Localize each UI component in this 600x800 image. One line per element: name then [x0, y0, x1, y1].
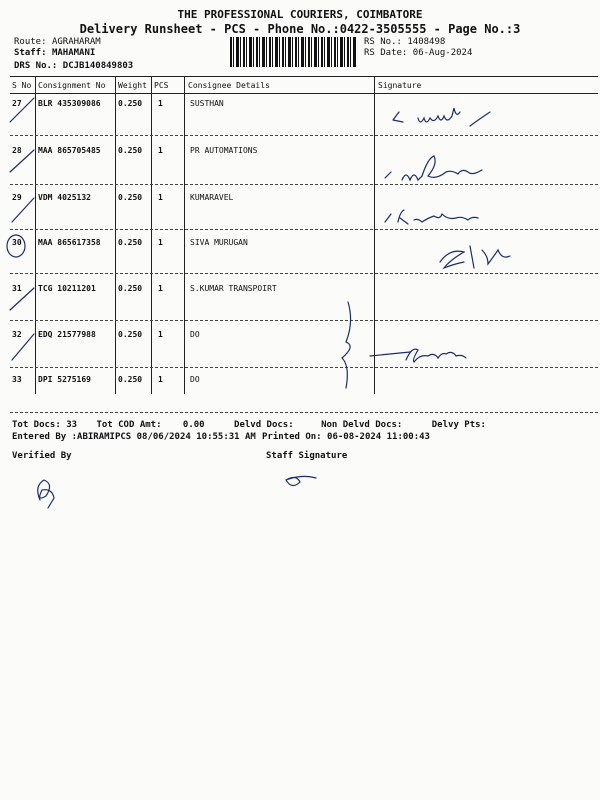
row-consignment: VDM 4025132: [38, 193, 91, 202]
totals-line: [12, 420, 486, 430]
row-sno: 27: [12, 99, 22, 108]
row-weight: 0.250: [118, 375, 143, 384]
row-pcs: 1: [158, 284, 163, 293]
signature-ring: [406, 349, 466, 362]
row-consignee: S.KUMAR TRANSPOIRT: [190, 284, 277, 293]
circle-mark: [7, 235, 25, 257]
rs-no-value: 1408498: [407, 37, 446, 47]
col-sno: S No: [12, 81, 32, 90]
tick-mark: [12, 334, 34, 360]
verified-by-label: Verified By: [12, 451, 72, 461]
row-sno: 31: [12, 284, 22, 293]
row-sno: 29: [12, 193, 22, 202]
bracket-mark: [342, 302, 351, 388]
tot-docs-value: 33: [66, 420, 78, 430]
runsheet-title: Delivery Runsheet - PCS - Phone No.:0422-3505555 - Page No.:3: [79, 22, 521, 36]
row-consignee: DO: [190, 375, 200, 384]
col-weight: Weight: [118, 81, 147, 90]
tot-docs-label: Tot Docs:: [12, 420, 61, 430]
row-consignee: SUSTHAN: [190, 99, 224, 108]
row-sno: 32: [12, 330, 22, 339]
row-weight: 0.250: [118, 284, 143, 293]
col-signature: Signature: [378, 81, 422, 90]
tot-cod-label: Tot COD Amt:: [96, 420, 162, 430]
delvd-docs-label: Delvd Docs:: [234, 420, 294, 430]
tick-mark: [10, 98, 34, 122]
row-consignment: MAA 865617358: [38, 238, 101, 247]
row-sno: 30: [12, 238, 22, 247]
tick-mark: [10, 150, 34, 172]
row-weight: 0.250: [118, 238, 143, 247]
row-consignment: EDQ 21577988: [38, 330, 96, 339]
row-weight: 0.250: [118, 146, 143, 155]
row-consignee: DO: [190, 330, 200, 339]
row-weight: 0.250: [118, 330, 143, 339]
company-name: THE PROFESSIONAL COURIERS, COIMBATORE: [177, 8, 423, 21]
non-delvd-docs-label: Non Delvd Docs:: [321, 420, 403, 430]
route-value: AGRAHARAM: [51, 37, 101, 47]
row-weight: 0.250: [118, 193, 143, 202]
col-consignment: Consignment No: [38, 81, 106, 90]
col-consignee: Consignee Details: [188, 81, 270, 90]
staff-signature-mark: [286, 476, 316, 485]
row-consignee: KUMARAVEL: [190, 193, 234, 202]
col-pcs: PCS: [154, 81, 169, 90]
row-consignment: DPI 5275169: [38, 375, 91, 384]
tick-mark: [10, 288, 34, 310]
entered-by: Entered By :ABIRAMIPCS 08/06/2024 10:55:31 AM: [12, 432, 256, 442]
row-pcs: 1: [158, 99, 163, 108]
verified-by-signature: [38, 480, 54, 508]
row-pcs: 1: [158, 330, 163, 339]
rs-date-label: RS Date:: [364, 48, 408, 58]
staff-signature-label: Staff Signature: [266, 451, 348, 461]
signature-sasi: [398, 210, 478, 224]
signature-usha: [418, 108, 460, 122]
row-sno: 28: [12, 146, 22, 155]
staff-value: MAHAMANI: [51, 48, 96, 58]
rs-no-label: RS No.:: [364, 37, 402, 47]
row-consignment: TCG 10211201: [38, 284, 96, 293]
signature-murugan: [440, 246, 510, 268]
signature-surya: [402, 156, 482, 180]
staff-label: Staff:: [14, 48, 47, 58]
tick-mark: [12, 198, 34, 222]
printed-on: Printed On: 06-08-2024 11:00:43: [262, 432, 430, 442]
drs-value: DCJB140849803: [62, 61, 134, 71]
row-pcs: 1: [158, 375, 163, 384]
tot-cod-value: 0.00: [182, 420, 205, 430]
delvy-pts-label: Delvy Pts:: [431, 420, 486, 430]
row-sno: 33: [12, 375, 22, 384]
route-label: Route:: [14, 37, 47, 47]
row-consignee: PR AUTOMATIONS: [190, 146, 258, 155]
row-pcs: 1: [158, 146, 163, 155]
row-consignment: MAA 865705485: [38, 146, 101, 155]
row-pcs: 1: [158, 238, 163, 247]
row-weight: 0.250: [118, 99, 143, 108]
rs-date-value: 06-Aug-2024: [412, 48, 473, 58]
row-pcs: 1: [158, 193, 163, 202]
drs-label: DRS No.:: [14, 61, 58, 71]
row-consignment: BLR 435309086: [38, 99, 101, 108]
row-consignee: SIVA MURUGAN: [190, 238, 248, 247]
